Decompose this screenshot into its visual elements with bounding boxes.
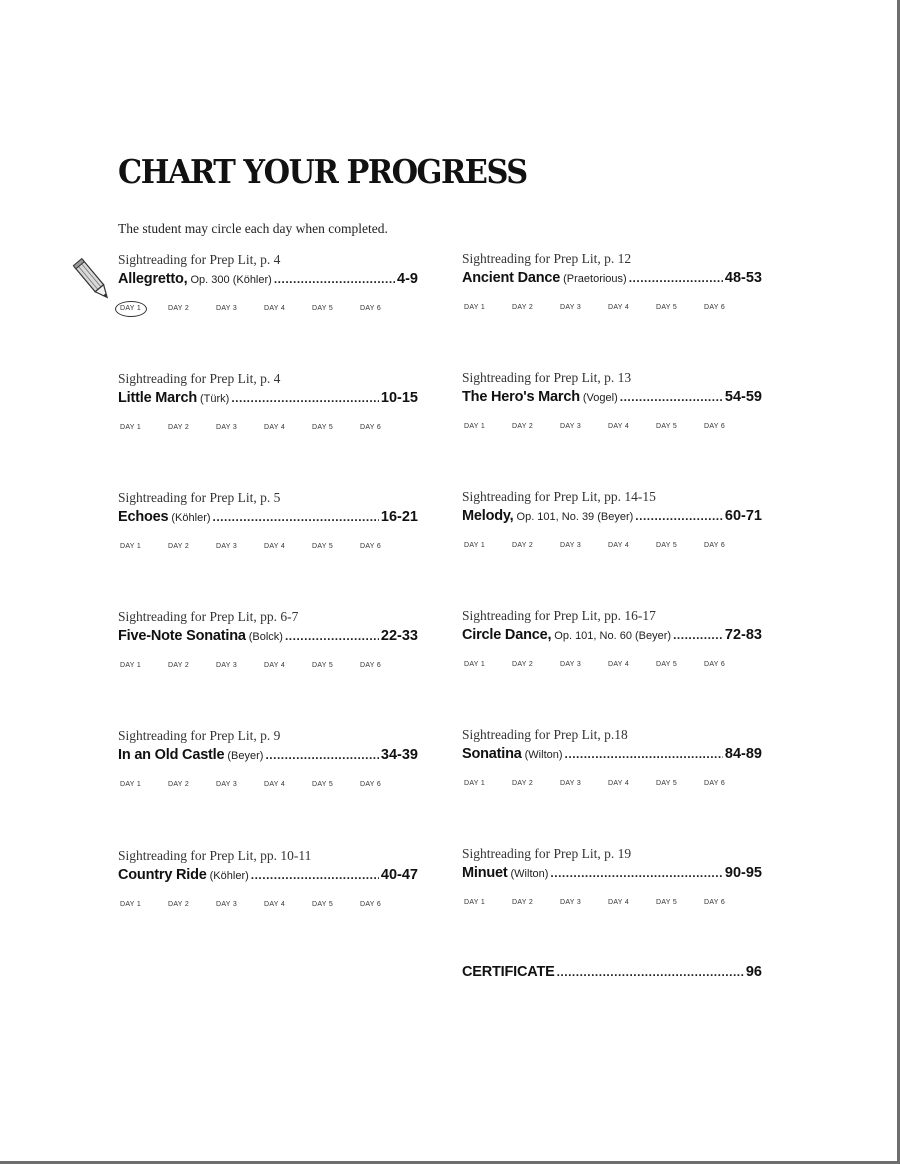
day-3[interactable]: DAY 3 bbox=[216, 780, 238, 788]
day-row bbox=[462, 657, 762, 671]
entry-source: Sightreading for Prep Lit, pp. 10-11 bbox=[118, 848, 312, 863]
page-range: 40-47 bbox=[380, 867, 418, 883]
day-5[interactable]: DAY 5 bbox=[656, 541, 678, 549]
piece-detail: (Bolck) bbox=[248, 631, 283, 643]
entry-source: Sightreading for Prep Lit, p. 5 bbox=[118, 490, 281, 505]
day-2[interactable]: DAY 2 bbox=[168, 304, 190, 312]
day-6[interactable]: DAY 6 bbox=[360, 780, 382, 788]
day-3[interactable]: DAY 3 bbox=[216, 423, 238, 431]
piece-title: Sonatina bbox=[462, 746, 522, 762]
day-4[interactable]: DAY 4 bbox=[264, 423, 286, 431]
piece-detail: (Köhler) bbox=[209, 870, 249, 882]
day-4[interactable]: DAY 4 bbox=[608, 660, 630, 668]
day-row bbox=[118, 301, 418, 315]
piece-detail: (Wilton) bbox=[524, 749, 563, 761]
day-6[interactable]: DAY 6 bbox=[704, 422, 726, 430]
instruction-text: The student may circle each day when completed. bbox=[118, 221, 388, 236]
day-3[interactable]: DAY 3 bbox=[560, 898, 582, 906]
entry-title-line bbox=[462, 388, 762, 407]
day-row bbox=[462, 895, 762, 909]
entry-title-line bbox=[118, 389, 418, 408]
piece-detail: (Vogel) bbox=[582, 392, 618, 404]
day-row bbox=[118, 658, 418, 672]
piece-title: Minuet bbox=[462, 865, 508, 881]
dot-leader bbox=[251, 866, 379, 884]
day-4[interactable]: DAY 4 bbox=[608, 422, 630, 430]
day-4[interactable]: DAY 4 bbox=[264, 304, 286, 312]
day-row bbox=[118, 539, 418, 553]
day-row bbox=[462, 776, 762, 790]
dot-leader bbox=[629, 269, 723, 287]
entry-source: Sightreading for Prep Lit, pp. 14-15 bbox=[462, 489, 656, 504]
piece-title: Little March bbox=[118, 390, 197, 406]
day-4[interactable]: DAY 4 bbox=[608, 541, 630, 549]
piece-title: In an Old Castle bbox=[118, 747, 225, 763]
day-1[interactable]: DAY 1 bbox=[464, 779, 486, 787]
day-1-circled[interactable]: DAY 1 bbox=[118, 305, 166, 312]
day-row bbox=[118, 420, 418, 434]
piece-detail: (Türk) bbox=[199, 393, 230, 405]
dot-leader bbox=[265, 746, 378, 764]
day-5[interactable]: DAY 5 bbox=[656, 660, 678, 668]
page-title: CHART YOUR PROGRESS bbox=[118, 152, 527, 191]
entry-title-line bbox=[118, 866, 418, 885]
day-2[interactable]: DAY 2 bbox=[168, 542, 190, 550]
entry-title-line bbox=[118, 270, 418, 289]
entry-title-line bbox=[462, 269, 762, 288]
day-4[interactable]: DAY 4 bbox=[608, 303, 630, 311]
dot-leader bbox=[620, 388, 723, 406]
entry-source: Sightreading for Prep Lit, p. 19 bbox=[462, 846, 632, 861]
day-3[interactable]: DAY 3 bbox=[560, 541, 582, 549]
day-4[interactable]: DAY 4 bbox=[264, 780, 286, 788]
dot-leader bbox=[557, 965, 744, 979]
day-1[interactable]: DAY 1 bbox=[120, 780, 142, 788]
day-row bbox=[462, 538, 762, 552]
day-6[interactable]: DAY 6 bbox=[360, 661, 382, 669]
day-1[interactable]: DAY 1 bbox=[120, 661, 142, 669]
day-3[interactable]: DAY 3 bbox=[216, 304, 238, 312]
entry-source: Sightreading for Prep Lit, pp. 16-17 bbox=[462, 608, 656, 623]
page-range: 84-89 bbox=[724, 746, 762, 762]
piece-detail: (Praetorious) bbox=[563, 273, 627, 285]
page-range: 22-33 bbox=[380, 628, 418, 644]
day-2[interactable]: DAY 2 bbox=[512, 779, 534, 787]
progress-entry bbox=[462, 846, 762, 909]
page-range: 54-59 bbox=[724, 389, 762, 405]
entry-title-line bbox=[118, 746, 418, 765]
progress-entry bbox=[462, 608, 762, 671]
day-2[interactable]: DAY 2 bbox=[512, 660, 534, 668]
entry-title-line bbox=[118, 508, 418, 527]
piece-title: Allegretto, bbox=[118, 271, 188, 287]
day-6[interactable]: DAY 6 bbox=[360, 423, 382, 431]
piece-title: The Hero's March bbox=[462, 389, 580, 405]
dot-leader bbox=[213, 508, 379, 526]
day-3[interactable]: DAY 3 bbox=[560, 303, 582, 311]
page-range: 10-15 bbox=[380, 390, 418, 406]
day-5[interactable]: DAY 5 bbox=[312, 900, 334, 908]
entry-title-line bbox=[462, 864, 762, 883]
dot-leader bbox=[231, 389, 379, 407]
day-4[interactable]: DAY 4 bbox=[608, 779, 630, 787]
piece-title: Five-Note Sonatina bbox=[118, 628, 246, 644]
day-3[interactable]: DAY 3 bbox=[560, 779, 582, 787]
day-2[interactable]: DAY 2 bbox=[168, 423, 190, 431]
day-3[interactable]: DAY 3 bbox=[560, 660, 582, 668]
day-6[interactable]: DAY 6 bbox=[704, 660, 726, 668]
day-4[interactable]: DAY 4 bbox=[264, 542, 286, 550]
day-row bbox=[462, 419, 762, 433]
pencil-icon bbox=[72, 256, 116, 306]
piece-detail: Op. 101, No. 60 (Beyer) bbox=[554, 630, 672, 642]
day-5[interactable]: DAY 5 bbox=[656, 898, 678, 906]
day-2[interactable]: DAY 2 bbox=[512, 422, 534, 430]
day-6[interactable]: DAY 6 bbox=[704, 303, 726, 311]
entry-source: Sightreading for Prep Lit, p. 13 bbox=[462, 370, 632, 385]
piece-detail: Op. 300 (Köhler) bbox=[190, 274, 272, 286]
certificate-page: 96 bbox=[745, 964, 762, 980]
page-range: 16-21 bbox=[380, 509, 418, 525]
entry-title-line bbox=[118, 627, 418, 646]
progress-entry bbox=[118, 609, 418, 672]
progress-entry bbox=[118, 490, 418, 553]
entry-source: Sightreading for Prep Lit, pp. 6-7 bbox=[118, 609, 299, 624]
piece-detail: (Köhler) bbox=[171, 512, 211, 524]
page-range: 90-95 bbox=[724, 865, 762, 881]
day-1[interactable]: DAY 1 bbox=[120, 900, 142, 908]
dot-leader bbox=[565, 745, 723, 763]
day-5[interactable]: DAY 5 bbox=[656, 303, 678, 311]
page-range: 60-71 bbox=[724, 508, 762, 524]
entry-source: Sightreading for Prep Lit, p. 9 bbox=[118, 728, 281, 743]
day-2[interactable]: DAY 2 bbox=[168, 900, 190, 908]
progress-entry bbox=[462, 251, 762, 314]
day-5[interactable]: DAY 5 bbox=[312, 423, 334, 431]
day-2[interactable]: DAY 2 bbox=[168, 661, 190, 669]
day-5[interactable]: DAY 5 bbox=[312, 661, 334, 669]
page-range: 4-9 bbox=[397, 271, 418, 287]
day-2[interactable]: DAY 2 bbox=[512, 898, 534, 906]
day-5[interactable]: DAY 5 bbox=[656, 779, 678, 787]
page-range: 34-39 bbox=[380, 747, 418, 763]
certificate-line bbox=[462, 964, 762, 980]
entry-title-line bbox=[462, 745, 762, 764]
day-2[interactable]: DAY 2 bbox=[512, 541, 534, 549]
piece-title: Country Ride bbox=[118, 867, 207, 883]
day-2[interactable]: DAY 2 bbox=[512, 303, 534, 311]
piece-detail: (Wilton) bbox=[510, 868, 549, 880]
dot-leader bbox=[274, 270, 395, 288]
day-3[interactable]: DAY 3 bbox=[560, 422, 582, 430]
day-6[interactable]: DAY 6 bbox=[360, 900, 382, 908]
day-1[interactable]: DAY 1 bbox=[120, 542, 142, 550]
progress-entry bbox=[118, 252, 418, 315]
entry-title-line bbox=[462, 626, 762, 645]
progress-entry bbox=[118, 728, 418, 791]
entry-title-line bbox=[462, 507, 762, 526]
day-1[interactable]: DAY 1 bbox=[464, 898, 486, 906]
day-4[interactable]: DAY 4 bbox=[264, 900, 286, 908]
piece-title: Melody, bbox=[462, 508, 514, 524]
day-1[interactable]: DAY 1 bbox=[464, 541, 486, 549]
dot-leader bbox=[673, 626, 723, 644]
day-1[interactable]: DAY 1 bbox=[120, 423, 142, 431]
day-1[interactable]: DAY 1 bbox=[464, 660, 486, 668]
day-5[interactable]: DAY 5 bbox=[312, 304, 334, 312]
day-6[interactable]: DAY 6 bbox=[704, 779, 726, 787]
dot-leader bbox=[285, 627, 379, 645]
day-6[interactable]: DAY 6 bbox=[704, 541, 726, 549]
piece-title: Circle Dance, bbox=[462, 627, 552, 643]
day-6[interactable]: DAY 6 bbox=[360, 542, 382, 550]
day-6[interactable]: DAY 6 bbox=[704, 898, 726, 906]
entry-source: Sightreading for Prep Lit, p. 12 bbox=[462, 251, 632, 266]
dot-leader bbox=[635, 507, 723, 525]
day-1[interactable]: DAY 1 bbox=[464, 303, 486, 311]
day-3[interactable]: DAY 3 bbox=[216, 542, 238, 550]
day-5[interactable]: DAY 5 bbox=[312, 780, 334, 788]
day-1[interactable]: DAY 1 bbox=[464, 422, 486, 430]
progress-entry bbox=[118, 371, 418, 434]
day-2[interactable]: DAY 2 bbox=[168, 780, 190, 788]
entry-source: Sightreading for Prep Lit, p.18 bbox=[462, 727, 628, 742]
day-5[interactable]: DAY 5 bbox=[656, 422, 678, 430]
entry-source: Sightreading for Prep Lit, p. 4 bbox=[118, 252, 281, 267]
piece-detail: Op. 101, No. 39 (Beyer) bbox=[516, 511, 634, 523]
day-3[interactable]: DAY 3 bbox=[216, 661, 238, 669]
day-4[interactable]: DAY 4 bbox=[608, 898, 630, 906]
piece-title: Ancient Dance bbox=[462, 270, 561, 286]
day-row bbox=[118, 777, 418, 791]
progress-entry bbox=[118, 848, 418, 911]
day-4[interactable]: DAY 4 bbox=[264, 661, 286, 669]
day-3[interactable]: DAY 3 bbox=[216, 900, 238, 908]
progress-entry bbox=[462, 489, 762, 552]
entry-source: Sightreading for Prep Lit, p. 4 bbox=[118, 371, 281, 386]
day-5[interactable]: DAY 5 bbox=[312, 542, 334, 550]
dot-leader bbox=[550, 864, 723, 882]
day-row bbox=[118, 897, 418, 911]
day-6[interactable]: DAY 6 bbox=[360, 304, 382, 312]
page-range: 72-83 bbox=[724, 627, 762, 643]
progress-entry bbox=[462, 370, 762, 433]
piece-title: Echoes bbox=[118, 509, 169, 525]
piece-detail: (Beyer) bbox=[227, 750, 264, 762]
progress-entry bbox=[462, 727, 762, 790]
page-range: 48-53 bbox=[724, 270, 762, 286]
day-row bbox=[462, 300, 762, 314]
certificate-label: CERTIFICATE bbox=[462, 964, 555, 980]
